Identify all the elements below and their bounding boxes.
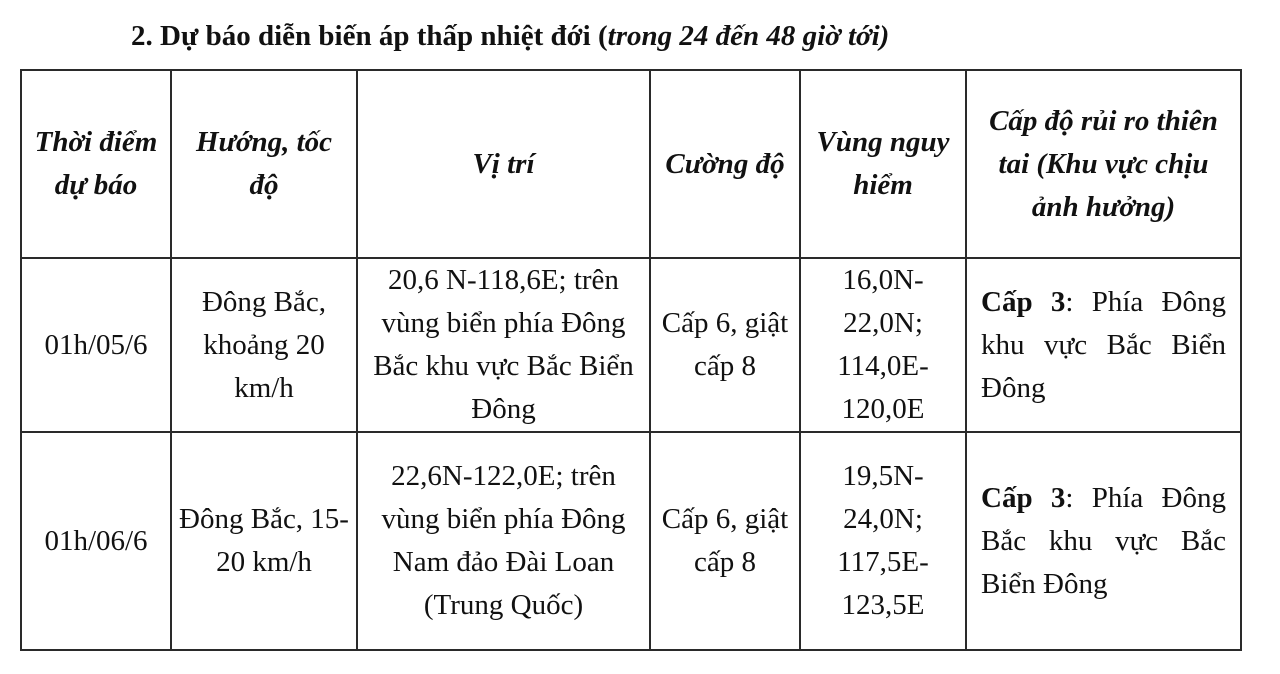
cell-intensity: Cấp 6, giật cấp 8 — [650, 432, 800, 650]
cell-position: 22,6N-122,0E; trên vùng biển phía Đông Nam đảo Đài Loan (Trung Quốc) — [357, 432, 650, 650]
cell-danger-zone: 19,5N-24,0N; 117,5E-123,5E — [800, 432, 966, 650]
risk-level-label: Cấp 3 — [981, 481, 1066, 514]
cell-intensity: Cấp 6, giật cấp 8 — [650, 258, 800, 432]
table-row — [21, 432, 1241, 650]
cell-risk — [966, 432, 1241, 650]
header-danger-zone: Vùng nguy hiểm — [800, 70, 966, 258]
risk-area-text: : Phía Đông khu vực Bắc Biển Đông — [981, 285, 1226, 404]
cell-time: 01h/06/6 — [21, 432, 171, 650]
risk-level-label: Cấp 3 — [981, 285, 1066, 318]
heading-italic-text: trong 24 đến 48 giờ tới) — [607, 20, 890, 52]
forecast-table — [20, 69, 1242, 651]
cell-direction: Đông Bắc, 15-20 km/h — [171, 432, 357, 650]
header-intensity: Cường độ — [650, 70, 800, 258]
heading-text: 2. Dự báo diễn biến áp thấp nhiệt đới ( — [131, 20, 608, 52]
cell-time: 01h/05/6 — [21, 258, 171, 432]
section-heading — [131, 14, 889, 58]
risk-area-text: : Phía Đông Bắc khu vực Bắc Biển Đông — [981, 481, 1226, 600]
cell-direction: Đông Bắc, khoảng 20 km/h — [171, 258, 357, 432]
cell-danger-zone: 16,0N-22,0N; 114,0E-120,0E — [800, 258, 966, 432]
header-forecast-time: Thời điểm dự báo — [21, 70, 171, 258]
table-header-row — [21, 70, 1241, 258]
cell-position: 20,6 N-118,6E; trên vùng biển phía Đông Bắc khu vực Bắc Biển Đông — [357, 258, 650, 432]
cell-risk — [966, 258, 1241, 432]
header-position: Vị trí — [357, 70, 650, 258]
header-risk-level: Cấp độ rủi ro thiên tai (Khu vực chịu ảnh hưởng) — [966, 70, 1241, 258]
table-row — [21, 258, 1241, 432]
header-direction-speed: Hướng, tốc độ — [171, 70, 357, 258]
